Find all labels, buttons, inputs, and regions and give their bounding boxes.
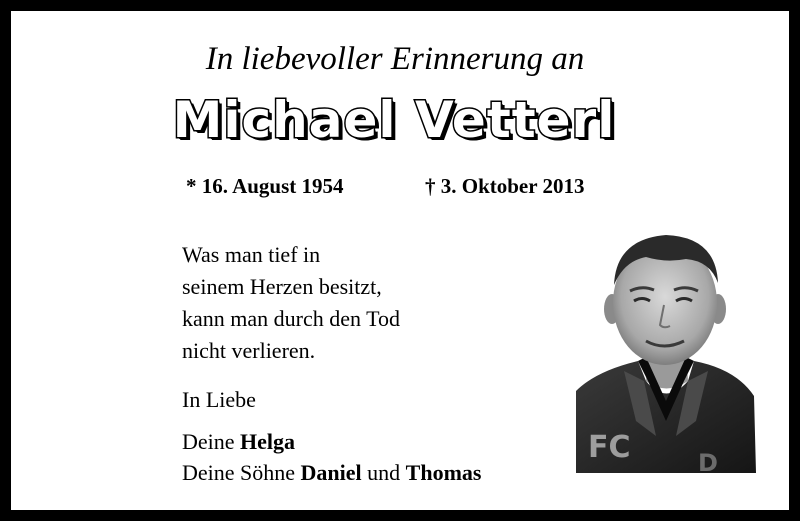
- birth-date: * 16. August 1954: [186, 174, 344, 198]
- signature-prefix: Deine: [182, 429, 235, 454]
- obituary-card: [11, 11, 789, 510]
- quote-line: nicht verlieren.: [182, 338, 316, 363]
- quote-line: kann man durch den Tod: [182, 306, 401, 331]
- svg-text:FC: FC: [588, 430, 631, 465]
- portrait-photo: [576, 221, 756, 473]
- closing-line: In Liebe: [182, 387, 256, 412]
- quote-line: seinem Herzen besitzt,: [182, 274, 382, 299]
- signature-line-sons: [182, 457, 481, 488]
- signature-name-thomas: Thomas: [405, 460, 482, 485]
- quote-line: Was man tief in: [182, 242, 321, 267]
- signature-block: [182, 384, 481, 488]
- signature-prefix: Deine Söhne: [182, 460, 296, 485]
- signature-conjunction: und: [367, 460, 401, 485]
- memorial-quote: [182, 239, 492, 367]
- signature-line-helga: [182, 426, 481, 457]
- death-date: † 3. Oktober 2013: [425, 174, 585, 198]
- deceased-name: Michael Vetterl: [172, 91, 616, 149]
- signature-name-helga: Helga: [240, 429, 296, 454]
- intro-line: In liebevoller Erinnerung an: [205, 41, 585, 77]
- signature-name-daniel: Daniel: [300, 460, 362, 485]
- svg-text:D: D: [698, 449, 718, 473]
